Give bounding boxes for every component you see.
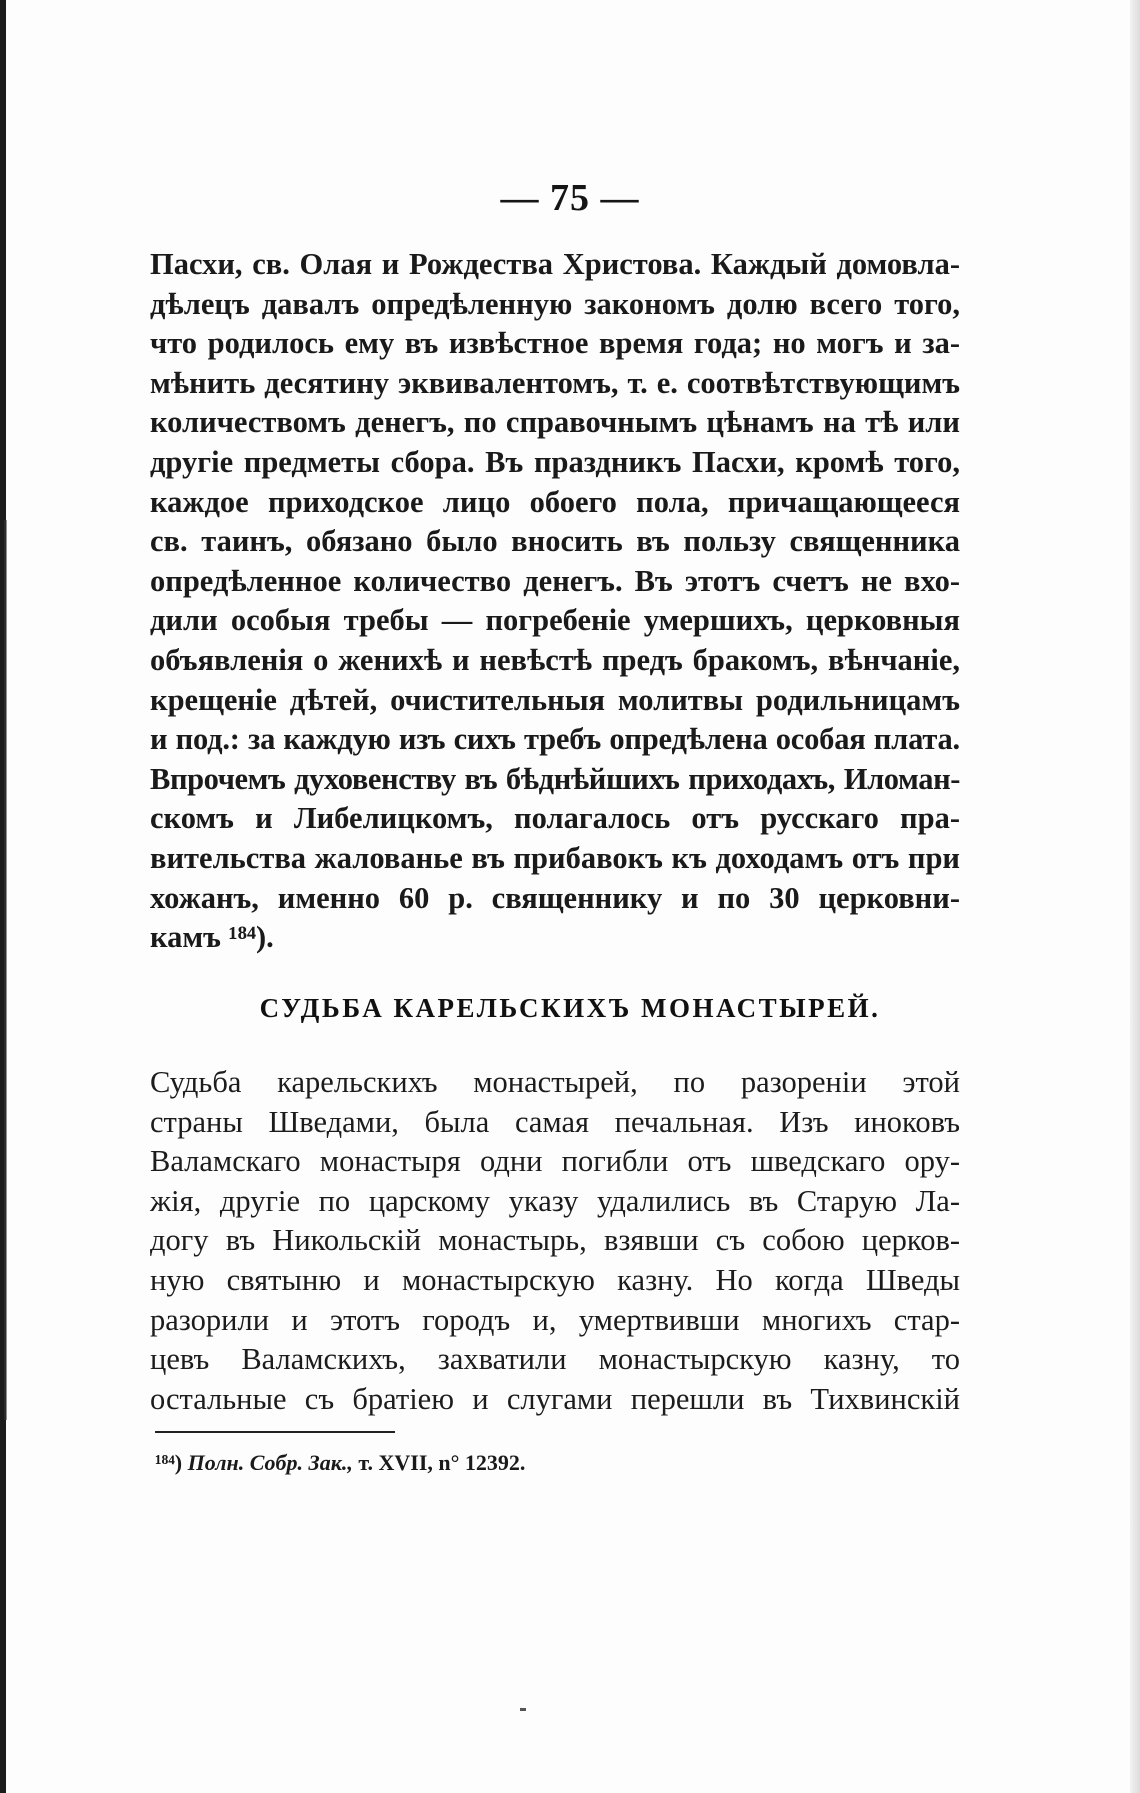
footnote-reference: т. XVII, n° 12392. <box>358 1450 526 1475</box>
text-line: Судьба карельскихъ монастырей, по разореніи этой <box>150 1065 960 1099</box>
text-line: вительства жалованье въ прибавокъ къ доходамъ отъ при <box>150 840 960 875</box>
text-line: камъ ¹⁸⁴). <box>150 920 274 955</box>
text-line: другіе предметы сбора. Въ праздникъ Пасхи, кромѣ того, <box>150 444 960 479</box>
text-line: опредѣленное количество денегъ. Въ этотъ счетъ не вхо- <box>150 563 960 598</box>
text-line: что родилось ему въ извѣстное время года; но могъ и за- <box>150 326 960 361</box>
text-line: дили особыя требы — погребеніе умершихъ, церковныя <box>150 603 960 638</box>
text-line: Впрочемъ духовенству въ бѣднѣйшихъ приходахъ, Иломан- <box>150 761 960 796</box>
text-line: мѣнить десятину эквивалентомъ, т. е. соотвѣтствующимъ <box>150 365 960 400</box>
page-number: — 75 — <box>500 177 640 219</box>
text-line: скомъ и Либелицкомъ, полагалось отъ русскаго пра- <box>150 801 960 836</box>
text-line: догу въ Никольскій монастырь, взявши съ собою церков- <box>150 1223 960 1258</box>
margin-line <box>4 520 7 1420</box>
footnote-mark: ¹⁸⁴) <box>155 1450 183 1475</box>
footnote <box>155 1450 525 1476</box>
footnote-source: Полн. Собр. Зак., <box>187 1450 353 1475</box>
text-line: дѣлецъ давалъ опредѣленную закономъ долю всего того, <box>150 286 960 321</box>
text-line: ную святыню и монастырскую казну. Но когда Шведы <box>150 1262 960 1297</box>
text-line: Валамскаго монастыря одни погибли отъ шведскаго ору- <box>150 1144 960 1179</box>
text-line: жія, другіе по царскому указу удалились въ Старую Ла- <box>150 1183 960 1218</box>
paragraph-tithes <box>150 245 960 958</box>
page-right-edge <box>1130 0 1140 1793</box>
text-line: крещеніе дѣтей, очистительныя молитвы родильницамъ <box>150 682 960 717</box>
text-line: св. таинъ, обязано было вносить въ пользу священника <box>150 524 960 559</box>
text-line: и под.: за каждую изъ сихъ требъ опредѣлена особая плата. <box>150 722 960 757</box>
text-line: объявленія о женихѣ и невѣстѣ предъ бракомъ, вѣнчаніе, <box>150 642 960 677</box>
paragraph-monasteries <box>150 1063 960 1419</box>
text-line: хожанъ, именно 60 р. священнику и по 30 церковни- <box>150 880 960 915</box>
section-heading: СУДЬБА КАРЕЛЬСКИХЪ МОНАСТЫРЕЙ. <box>259 993 881 1023</box>
footnote-divider <box>155 1431 395 1433</box>
text-line: Пасхи, св. Олая и Рождества Христова. Каждый домовла- <box>150 247 960 281</box>
text-line: остальные съ братіею и слугами перешли въ Тихвинскій <box>150 1381 960 1416</box>
text-line: количествомъ денегъ, по справочнымъ цѣнамъ на тѣ или <box>150 405 960 440</box>
text-line: каждое приходское лицо обоего пола, причащающееся <box>150 484 960 519</box>
print-speck <box>520 1708 526 1711</box>
text-line: цевъ Валамскихъ, захватили монастырскую казну, то <box>150 1342 960 1377</box>
text-line: разорили и этотъ городъ и, умертвивши многихъ стар- <box>150 1302 960 1337</box>
text-line: страны Шведами, была самая печальная. Изъ иноковъ <box>150 1104 960 1139</box>
